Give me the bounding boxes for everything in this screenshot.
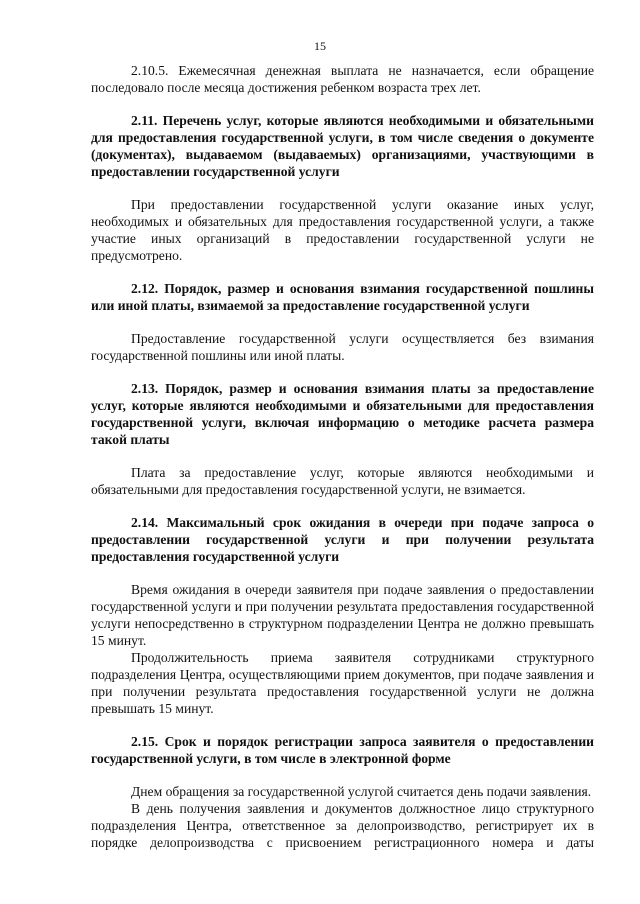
document-body	[91, 62, 594, 851]
paragraph-2-13: Плата за предоставление услуг, которые являются необходимыми и обязательными для предоставления государственной услуги, не взимается.	[91, 465, 594, 497]
heading-2-12: 2.12. Порядок, размер и основания взимания государственной пошлины или иной платы, взимаемой за предоставление государственной услуги	[91, 281, 594, 313]
page-number: 15	[314, 39, 326, 53]
paragraph-2-11: При предоставлении государственной услуги оказание иных услуг, необходимых и обязательных для предоставления государственной услуги, а также участие иных организаций в предоставлении государственной услуги не предусмотрено.	[91, 197, 594, 263]
paragraph-2-10-5: 2.10.5. Ежемесячная денежная выплата не назначается, если обращение последовало после месяца достижения ребенком возраста трех лет.	[91, 63, 594, 95]
paragraph-2-15-b: В день получения заявления и документов должностное лицо структурного подразделения Центра, ответственное за делопроизводство, регистрирует их в порядке делопроизводства с присвоением регистрационного номера и даты	[91, 801, 594, 850]
paragraph-2-15-a: Днем обращения за государственной услугой считается день подачи заявления.	[131, 784, 592, 799]
heading-2-13: 2.13. Порядок, размер и основания взимания платы за предоставление услуг, которые являются необходимыми и обязательными для предоставления государственной услуги, включая информацию о методике расчета размера такой платы	[91, 381, 594, 447]
paragraph-2-12: Предоставление государственной услуги осуществляется без взимания государственной пошлины или иной платы.	[91, 331, 594, 363]
paragraph-2-14-a: Время ожидания в очереди заявителя при подаче заявления о предоставлении государственной услуги и при получении результата предоставления государственной услуги непосредственно в структурном подразделении Центра не должно превышать 15 минут.	[91, 582, 594, 648]
heading-2-14: 2.14. Максимальный срок ожидания в очереди при подаче запроса о предоставлении государственной услуги и при получении результата предоставления государственной услуги	[91, 515, 594, 564]
heading-2-15: 2.15. Срок и порядок регистрации запроса заявителя о предоставлении государственной услуги, в том числе в электронной форме	[91, 734, 594, 766]
heading-2-11: 2.11. Перечень услуг, которые являются необходимыми и обязательными для предоставления государственной услуги, в том числе сведения о документе (документах), выдаваемом (выдаваемых) организациями, участвующими в предоставлении государственной услуги	[91, 113, 594, 179]
paragraph-2-14-b: Продолжительность приема заявителя сотрудниками структурного подразделения Центра, осуществляющими прием документов, при подаче заявления и при получении результата предоставления государственной услуги не должна превышать 15 минут.	[91, 650, 594, 716]
